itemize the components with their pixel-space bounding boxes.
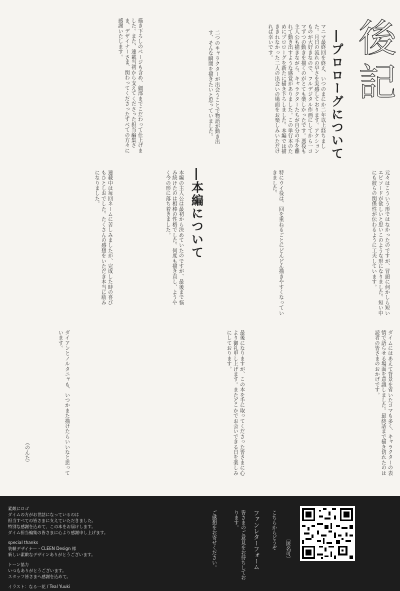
lower-left-text [8, 330, 70, 480]
main-text: 本編の主人公は最初から決めていたのですが、最後まで悩み続けたのは相棒の性格でした。何度も描き直し、ようやく今の形に落ち着きました。 [164, 170, 184, 306]
upper-mid-text [150, 30, 220, 150]
left-upper-text-2: 描き下ろしのページも含め、細部までこだわって仕上げました。 [130, 18, 143, 154]
tone-2: スタッフ皆さまへ感謝を込めて。 [8, 574, 71, 579]
credit-line-4: 特別な感謝を込めて、この本をお届けします。 [8, 524, 96, 529]
right-lower-text-2: 特にウイ役は、回を重ねるごとにどんどん描きやすくなっていきました。 [271, 170, 284, 316]
credit-line-3: 担当すべての皆さまに支えていただきました。 [8, 518, 96, 523]
signature: （のんた） [24, 440, 30, 465]
main-text-2: 連載中は毎回ネームに苦しみましたが、完成した時の喜びもひとしおでした。たくさんの感想をいただき本当に励みになりました。 [93, 170, 113, 306]
tone-heading: トーン協力 [8, 562, 29, 567]
main-text-3: また、連載当初から支えてくださった担当編集さま、デザイナーさま、関わってくださったすべての方々に感謝いたします。 [117, 18, 137, 154]
credit-line-1: 素敵にロゴ [8, 506, 29, 511]
lower-right-text [255, 330, 393, 480]
footer-col-4: 皆さまのご意見をお待ちしております。 [233, 510, 246, 580]
top-text-2: アクションものが大好きなので、フルデジタル作画にしてから一コマずつの動きを描くのがとても楽しかったです。 [300, 24, 320, 154]
top-text-1: マニマ最終回を終え、いつのまにか二年以上経ちました。月日の流れの早さを実感しております。 [313, 24, 326, 149]
credits-block [8, 506, 208, 591]
prologue-text: 元々はこういう形ではなかったのですが、冒頭に何かしら短いエピソードが欲しいと思いこのような形になりました。短い中にも彼らの関係性が伝わるように工夫しています。 [370, 170, 390, 316]
left-lower-text: 最後になりますが、この本を手に取ってくださった皆さまに心より御礼申し上げます。またどこかでお会いできる日を楽しみにしております。 [225, 330, 245, 476]
illustrator-credit: イラスト：なる一花 / Teal Yuuki [8, 584, 71, 589]
main-body-2 [8, 170, 113, 310]
tone-1: いつもありがとうございます。 [8, 568, 67, 573]
credit-line-2: ダイムの方がお世話になっているのは [8, 512, 80, 517]
top-text-5: 本編では描ききれなかった二人の出会いの場面をお楽しみいただければ幸いです。 [267, 24, 287, 154]
anonymous-ok-label: 〔匿名可〕 [285, 536, 291, 561]
special-thanks-heading: special thanks [8, 540, 39, 545]
left-lower-text-2: ダイアンとノルタニャも、いつかまた描けたらいいなと思っています。 [57, 330, 70, 476]
top-text-4: この単行本のためにプロローグを新たに描き下ろしました。 [280, 24, 294, 154]
prologue-body [226, 24, 326, 154]
main-heading: ―本編について [190, 168, 204, 259]
top-text-3: 悪役も主人公も描きながら、キャラクターたちが自分の手を離れて動き出すような感覚がありました。 [287, 24, 307, 154]
right-lower-text: ダイムにはあえて背景を省いたコマも多く、キャラクターの表情で語らせる場面を意識しました。最終話まで描き切れたのは読者の皆さまのおかげです。 [373, 330, 393, 476]
lower-mid-text [75, 330, 245, 480]
qr-code-icon[interactable] [300, 506, 355, 561]
footer-col-1: ご感想をお寄せください。 [211, 510, 217, 570]
footer-col-3: こちらからどうぞ [271, 510, 277, 550]
main-body [118, 170, 184, 310]
special-thanks-2: 新しい素敵なデザインありがとうございます。 [8, 552, 96, 557]
fan-letter-form-label: ファンレターフォーム [252, 510, 259, 570]
right-mid-text [290, 170, 390, 320]
left-upper-text: 二つのキャラクターが出会うことで物語が動き出す、そんな瞬間を描きたいと思っていました。 [207, 30, 220, 145]
afterword-title: 後記 [352, 18, 396, 106]
credit-line-5: ダイム担当編集の皆さまに心より感謝申し上げます。 [8, 530, 109, 535]
special-thanks-1: 装幀デザイナー・CLEEN Design 様 [8, 546, 77, 551]
prologue-heading: ―プロローグについて [330, 30, 344, 160]
right-mid-text-2 [210, 170, 284, 320]
upper-left-text [8, 18, 143, 156]
